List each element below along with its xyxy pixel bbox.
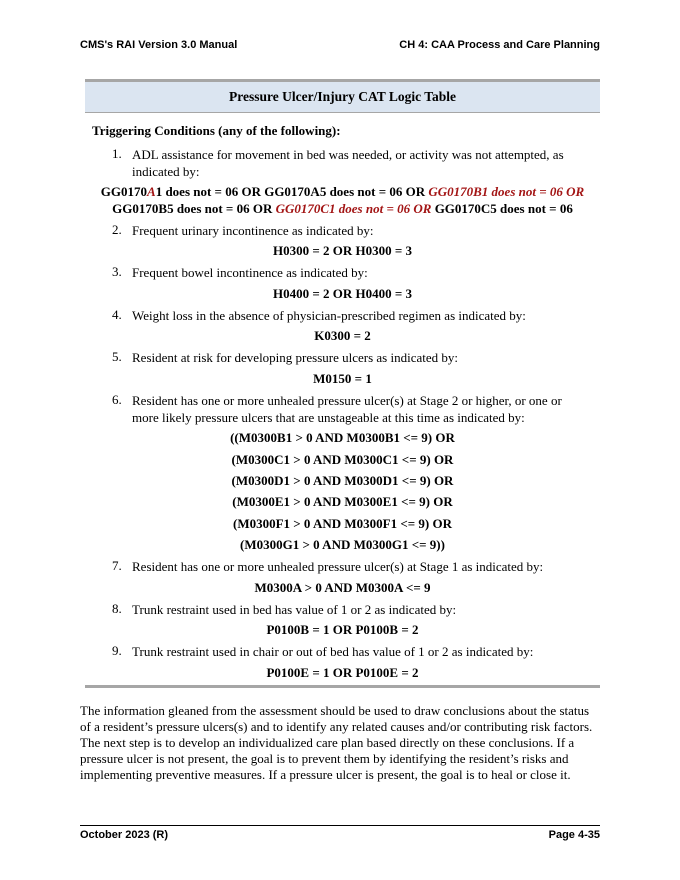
item-2-text: Frequent urinary incontinence as indicated by: [132,223,374,238]
item-3-text: Frequent bowel incontinence as indicated by: [132,265,368,280]
item-2-number: 2. [112,222,122,237]
item-7-text: Resident has one or more unhealed pressure ulcer(s) at Stage 1 as indicated by: [132,559,544,574]
item-6-logic-line: (M0300E1 > 0 AND M0300E1 <= 9) OR [232,494,453,509]
item-2-logic: H0300 = 2 OR H0300 = 3 [272,243,413,258]
table-title: Pressure Ulcer/Injury CAT Logic Table [85,82,600,113]
logic-segment: GG0170B5 does not = 06 OR [112,201,276,216]
item-8-logic: P0100B = 1 OR P0100B = 2 [266,622,419,637]
table-bottom-border [85,685,600,688]
item-8-number: 8. [112,601,122,616]
item-3-number: 3. [112,264,122,279]
item-9-text: Trunk restraint used in chair or out of bed has value of 1 or 2 as indicated by: [132,644,534,659]
triggering-heading: Triggering Conditions (any of the following): [92,123,341,138]
item-1-logic-line-2 [85,201,600,217]
item-6-logic-line: ((M0300B1 > 0 AND M0300B1 <= 9) OR [230,430,455,445]
item-7-number: 7. [112,558,122,573]
item-1-number: 1. [112,146,122,161]
item-9-number: 9. [112,643,122,658]
header-manual-title: CMS's RAI Version 3.0 Manual [80,39,238,51]
item-4-text: Weight loss in the absence of physician-prescribed regimen as indicated by: [132,308,526,323]
header-chapter-title: CH 4: CAA Process and Care Planning [399,39,600,51]
item-1-text: ADL assistance for movement in bed was needed, or activity was not attempted, as indicated by: [132,147,564,179]
item-4-number: 4. [112,307,122,322]
item-6-logic-line: (M0300F1 > 0 AND M0300F1 <= 9) OR [232,516,452,531]
footer-date: October 2023 (R) [80,829,169,841]
item-6-logic-line: (M0300G1 > 0 AND M0300G1 <= 9)) [240,537,445,552]
logic-segment: GG0170C5 does not = 06 [431,201,573,216]
logic-segment: GG0170 [100,184,148,199]
item-6-number: 6. [112,392,122,407]
item-6-logic-line: (M0300C1 > 0 AND M0300C1 <= 9) OR [231,452,454,467]
item-5-text: Resident at risk for developing pressure ulcers as indicated by: [132,350,458,365]
item-7-logic: M0300A > 0 AND M0300A <= 9 [254,580,431,595]
revised-logic-segment: GG0170B1 does not = 06 OR [428,184,585,199]
item-5-number: 5. [112,349,122,364]
item-5-logic: M0150 = 1 [313,371,372,386]
footer-page-number: Page 4-35 [548,829,600,841]
revised-logic-segment: A [147,184,156,199]
item-8-text: Trunk restraint used in bed has value of 1 or 2 as indicated by: [132,602,457,617]
logic-segment: 1 does not = 06 OR GG0170A5 does not = 06 OR [155,184,429,199]
body-paragraph: The information gleaned from the assessment should be used to draw conclusions about the status of a resident’s pressure ulcers(s) and to identify any related causes and/or contributing risk factors. The next step is to develop an individualized care plan based directly on these conclusions. If a pressure ulcer is not present, the goal is to prevent them by identifying the resident’s risks and implementing preventive measures. If a pressure ulcer is present, the goal is to heal or close it. [80,703,593,782]
item-1-logic-line-1 [85,184,600,200]
revised-logic-segment: GG0170C1 does not = 06 OR [275,201,432,216]
item-3-logic: H0400 = 2 OR H0400 = 3 [272,286,413,301]
item-6-logic-line: (M0300D1 > 0 AND M0300D1 <= 9) OR [231,473,454,488]
item-9-logic: P0100E = 1 OR P0100E = 2 [266,665,419,680]
item-6-text: Resident has one or more unhealed pressure ulcer(s) at Stage 2 or higher, or one or more likely pressure ulcers that are unstageable at this time as indicated by: [132,393,562,425]
item-4-logic: K0300 = 2 [314,328,371,343]
footer-rule [80,825,600,826]
